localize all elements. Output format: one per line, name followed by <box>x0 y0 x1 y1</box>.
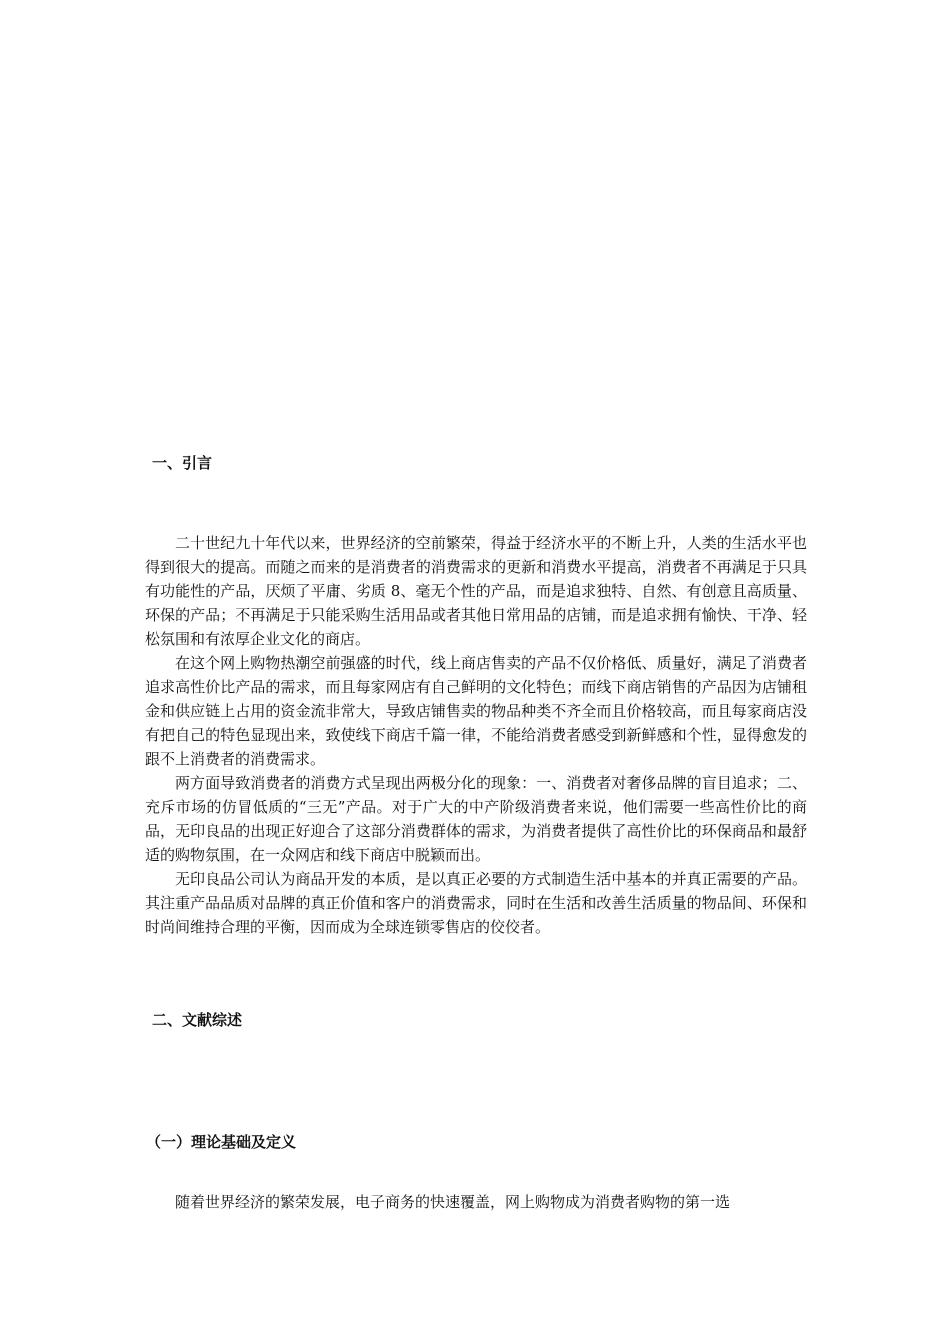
subsection-heading-theory: （一）理论基础及定义 <box>146 1133 297 1151</box>
introduction-paragraph-1: 二十世纪九十年代以来，世界经济的空前繁荣，得益于经济水平的不断上升，人类的生活水平也得到很大的提高。而随之而来的是消费者的消费需求的更新和消费水平提高，消费者不再满足于只具有功能性的产品，厌烦了平庸、劣质 8、毫无个性的产品，而是追求独特、自然、有创意且高质量、环保的产品；不再满足于只能采购生活用品或者其他日常用品的店铺，而是追求拥有愉快、干净、轻松氛围和有浓厚企业文化的商店。 <box>145 534 807 648</box>
section-heading-literature-review: 二、文献综述 <box>152 1011 243 1029</box>
introduction-paragraph-4: 无印良品公司认为商品开发的本质，是以真正必要的方式制造生活中基本的并真正需要的产品。其注重产品品质对品牌的真正价值和客户的消费需求，同时在生活和改善生活质量的物品间、环保和时尚间维持合理的平衡，因而成为全球连锁零售店的佼佼者。 <box>145 870 807 936</box>
introduction-paragraph-3: 两方面导致消费者的消费方式呈现出两极分化的现象：一、消费者对奢侈品牌的盲目追求；二、充斥市场的仿冒低质的“三无”产品。对于广大的中产阶级消费者来说，他们需要一些高性价比的商品，无印良品的出现正好迎合了这部分消费群体的需求，为消费者提供了高性价比的环保商品和最舒适的购物氛围，在一众网店和线下商店中脱颖而出。 <box>145 774 807 864</box>
theory-paragraph-1: 随着世界经济的繁荣发展，电子商务的快速覆盖，网上购物成为消费者购物的第一选 <box>175 1193 731 1211</box>
introduction-paragraph-2: 在这个网上购物热潮空前强盛的时代，线上商店售卖的产品不仅价格低、质量好，满足了消费者追求高性价比产品的需求，而且每家网店有自己鲜明的文化特色；而线下商店销售的产品因为店铺租金和供应链上占用的资金流非常大，导致店铺售卖的物品种类不齐全而且价格较高，而且每家商店没有把自己的特色显现出来，致使线下商店千篇一律，不能给消费者感受到新鲜感和个性，显得愈发的跟不上消费者的消费需求。 <box>145 654 807 768</box>
introduction-body <box>145 531 807 939</box>
theory-body <box>145 1190 807 1214</box>
section-heading-introduction: 一、引言 <box>152 454 213 472</box>
